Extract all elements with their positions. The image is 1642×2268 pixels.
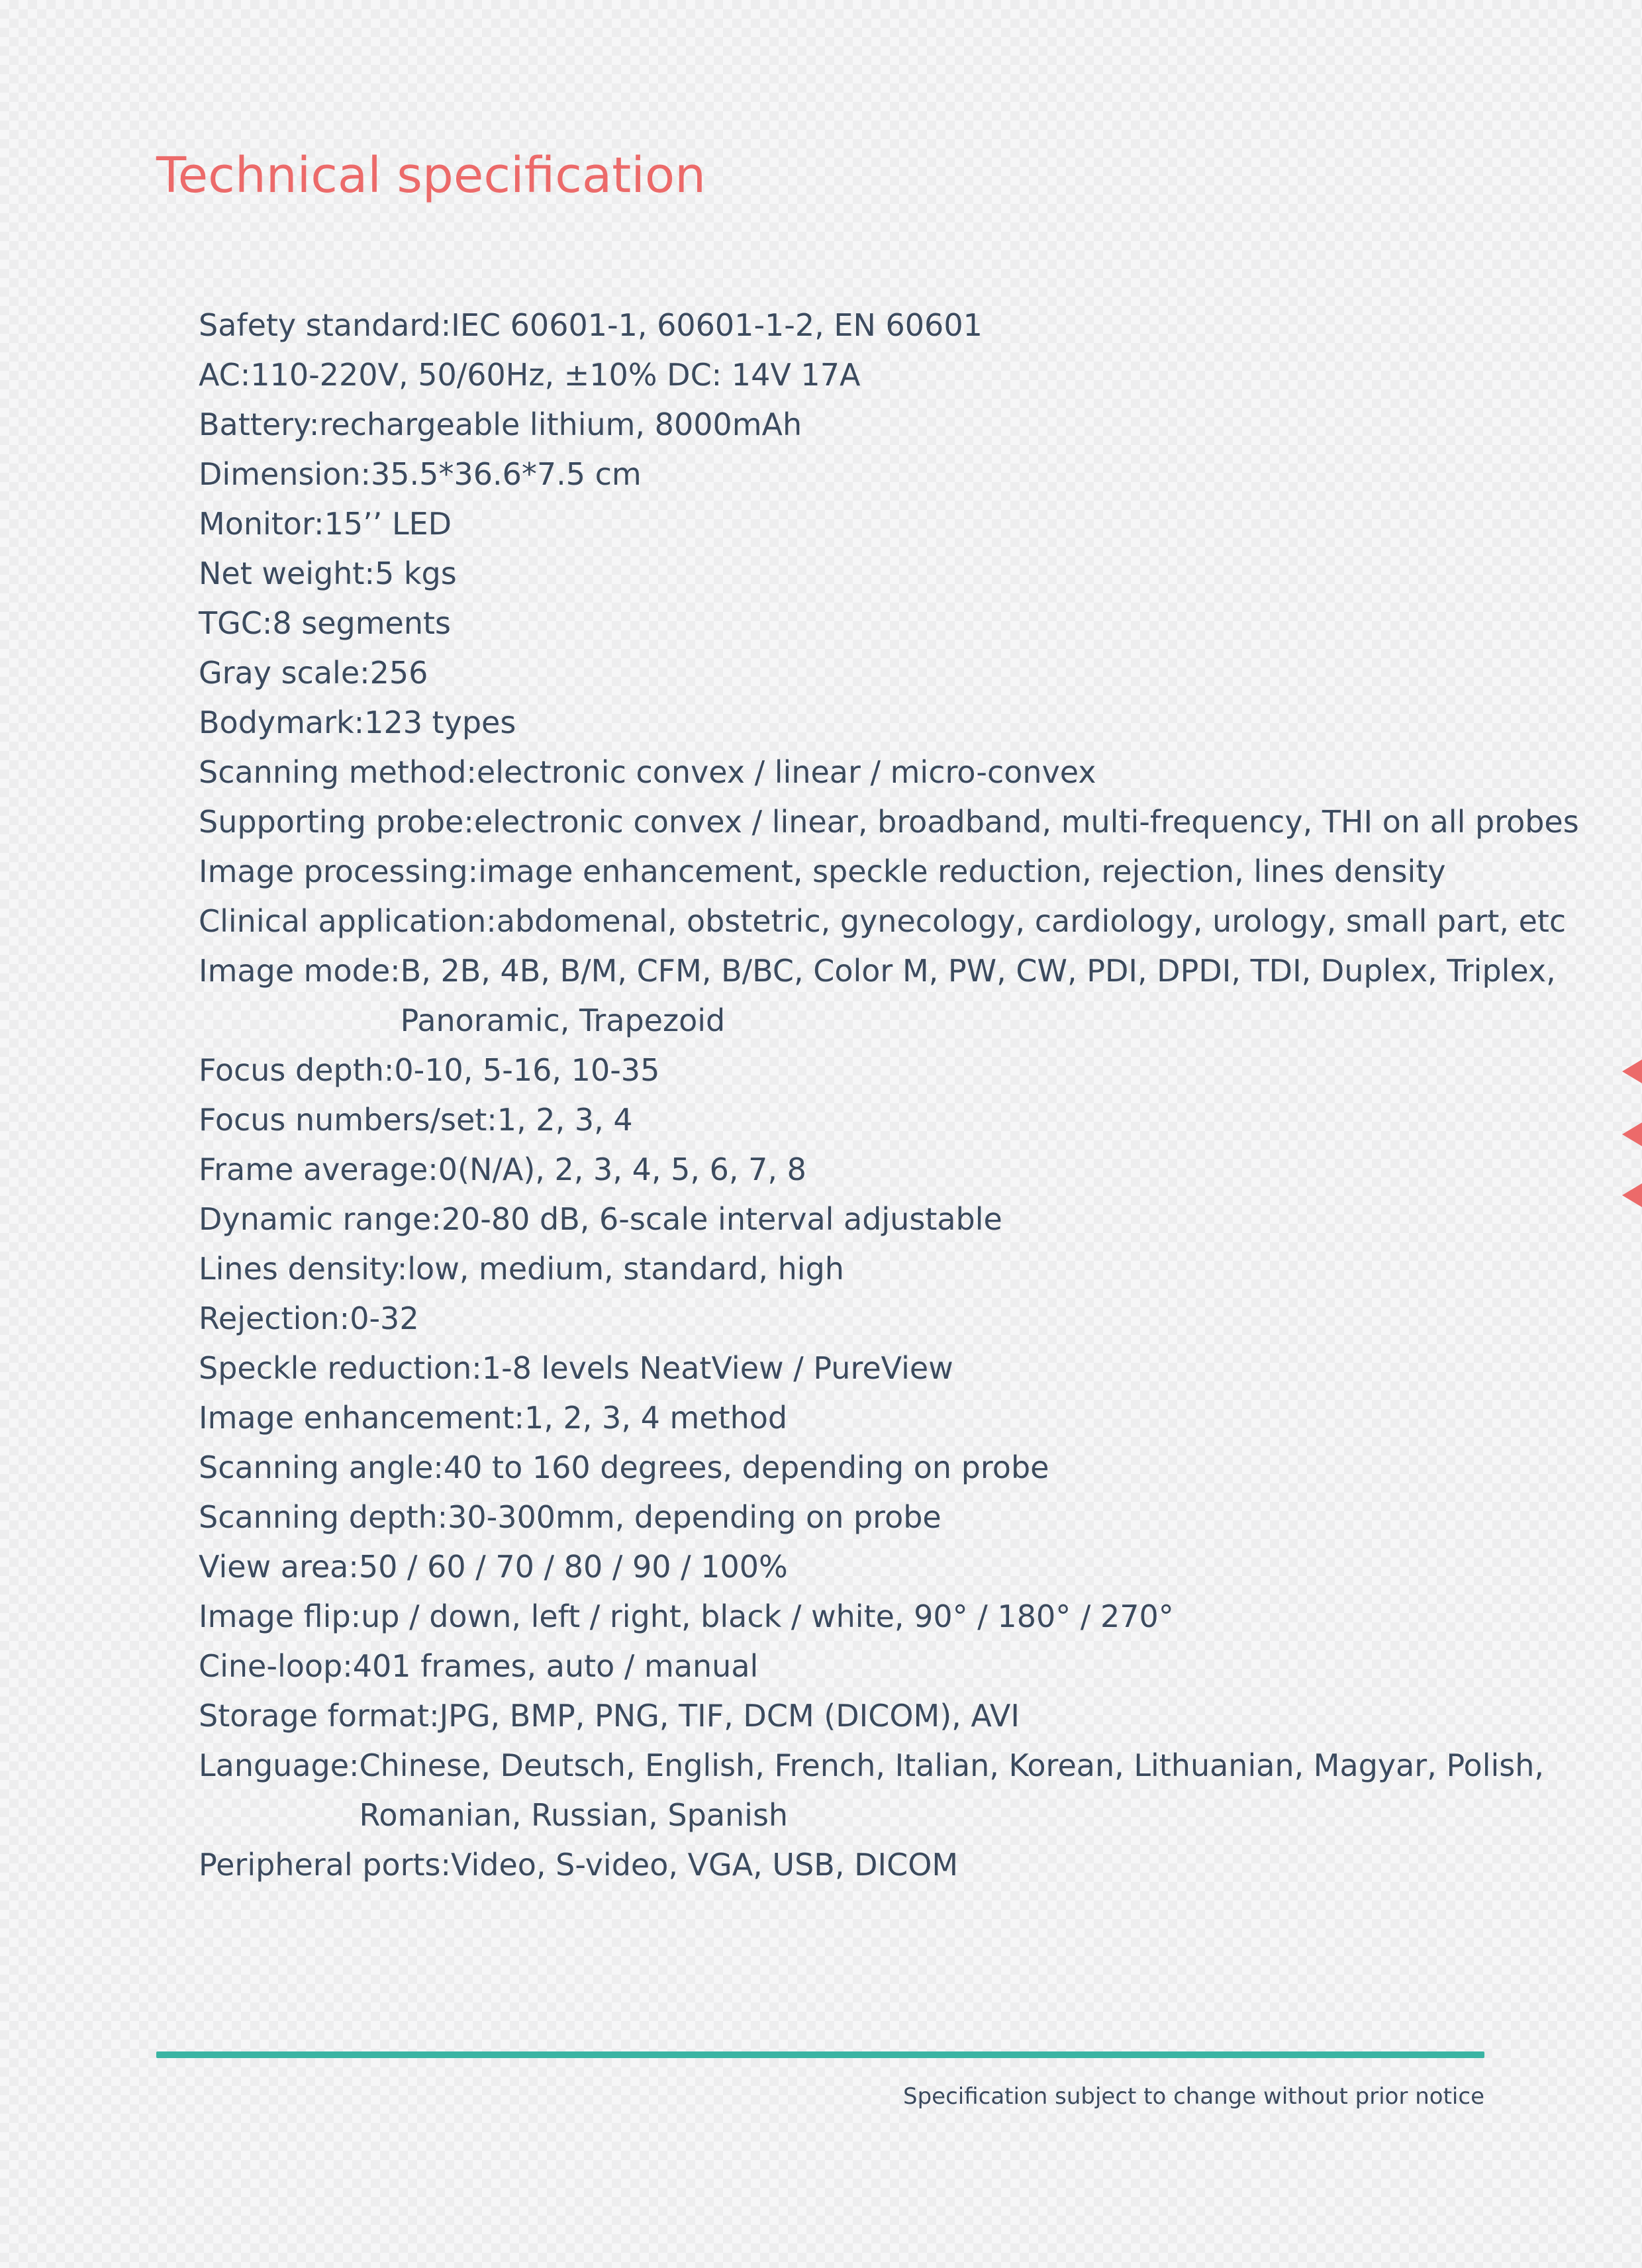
footer-divider xyxy=(156,2051,1484,2058)
spec-label: Scanning method: xyxy=(199,754,477,790)
triangle-marker-icon xyxy=(1622,1060,1642,1083)
spec-label: Image enhancement: xyxy=(199,1400,525,1436)
spec-value: 0-32 xyxy=(350,1301,419,1336)
spec-safety-standard xyxy=(199,301,1523,350)
spec-scanning-angle xyxy=(199,1443,1523,1493)
footer-note: Specification subject to change without prior notice xyxy=(903,2083,1484,2110)
spec-value: 0(N/A), 2, 3, 4, 5, 6, 7, 8 xyxy=(438,1152,806,1187)
spec-rejection xyxy=(199,1294,1523,1344)
spec-label: Net weight: xyxy=(199,556,375,591)
spec-battery xyxy=(199,400,1523,450)
spec-label: Peripheral ports: xyxy=(199,1847,452,1883)
spec-value: Chinese, Deutsch, English, French, Italian, Korean, Lithuanian, Magyar, Polish, xyxy=(359,1748,1545,1783)
spec-label: Dynamic range: xyxy=(199,1201,442,1237)
spec-label: Cine-loop: xyxy=(199,1648,353,1684)
spec-value: electronic convex / linear / micro-convex xyxy=(476,754,1096,790)
page-edge-markers xyxy=(1616,0,1642,2268)
spec-label: Scanning angle: xyxy=(199,1450,444,1485)
spec-image-mode xyxy=(199,946,1556,1046)
spec-label: Dimension: xyxy=(199,456,371,492)
spec-language xyxy=(199,1741,1545,1840)
spec-label: Lines density: xyxy=(199,1251,408,1287)
spec-image-enhancement xyxy=(199,1393,1523,1443)
spec-value: 50 / 60 / 70 / 80 / 90 / 100% xyxy=(358,1549,788,1585)
spec-tgc xyxy=(199,599,1523,648)
spec-label: Rejection: xyxy=(199,1301,350,1336)
spec-label: Monitor: xyxy=(199,506,324,542)
spec-label: Bodymark: xyxy=(199,705,365,740)
spec-lines-density xyxy=(199,1244,1523,1294)
spec-value: IEC 60601-1, 60601-1-2, EN 60601 xyxy=(451,307,983,343)
spec-value: 1, 2, 3, 4 xyxy=(497,1102,633,1138)
spec-focus-depth xyxy=(199,1046,1523,1095)
spec-clinical-application xyxy=(199,897,1567,946)
spec-value: abdomenal, obstetric, gynecology, cardiology, urology, small part, etc xyxy=(496,903,1567,939)
spec-supporting-probe xyxy=(199,797,1579,847)
spec-label: Image flip: xyxy=(199,1599,362,1634)
spec-monitor xyxy=(199,499,1523,549)
spec-value: 401 frames, auto / manual xyxy=(352,1648,759,1684)
page-title: Technical specification xyxy=(156,147,706,204)
spec-label: Safety standard: xyxy=(199,307,452,343)
spec-value-continued: Romanian, Russian, Spanish xyxy=(359,1797,789,1833)
spec-value: up / down, left / right, black / white, 90° / 180° / 270° xyxy=(361,1599,1174,1634)
spec-value: 256 xyxy=(369,655,428,691)
spec-peripheral-ports xyxy=(199,1840,1523,1890)
spec-value: Video, S-video, VGA, USB, DICOM xyxy=(451,1847,959,1883)
spec-label: Speckle reduction: xyxy=(199,1350,482,1386)
spec-value: 8 segments xyxy=(272,605,451,641)
spec-value: 123 types xyxy=(364,705,516,740)
triangle-marker-icon xyxy=(1622,1122,1642,1146)
spec-label: Focus numbers/set: xyxy=(199,1102,497,1138)
spec-value: 30-300mm, depending on probe xyxy=(448,1499,942,1535)
spec-value: 0-10, 5-16, 10-35 xyxy=(394,1052,660,1088)
spec-value: 110-220V, 50/60Hz, ±10% DC: 14V 17A xyxy=(250,357,861,393)
spec-scanning-depth xyxy=(199,1493,1523,1542)
spec-value: low, medium, standard, high xyxy=(407,1251,844,1287)
spec-value-continued: Panoramic, Trapezoid xyxy=(400,1003,726,1038)
spec-value: 40 to 160 degrees, depending on probe xyxy=(443,1450,1049,1485)
spec-frame-average xyxy=(199,1145,1523,1195)
spec-value: 1-8 levels NeatView / PureView xyxy=(481,1350,953,1386)
spec-label: TGC: xyxy=(199,605,273,641)
spec-label: Storage format: xyxy=(199,1698,440,1734)
spec-value: JPG, BMP, PNG, TIF, DCM (DICOM), AVI xyxy=(439,1698,1020,1734)
spec-label: Language: xyxy=(199,1748,360,1783)
spec-label: Image mode: xyxy=(199,953,401,989)
spec-value: image enhancement, speckle reduction, rejection, lines density xyxy=(478,854,1446,889)
spec-focus-numbers xyxy=(199,1095,1523,1145)
spec-power xyxy=(199,350,1523,400)
spec-value: electronic convex / linear, broadband, multi-frequency, THI on all probes xyxy=(473,804,1579,840)
spec-value: 5 kgs xyxy=(374,556,457,591)
spec-dynamic-range xyxy=(199,1195,1523,1244)
spec-label: Focus depth: xyxy=(199,1052,395,1088)
spec-label: Supporting probe: xyxy=(199,804,474,840)
spec-value: 1, 2, 3, 4 method xyxy=(524,1400,788,1436)
spec-list xyxy=(199,301,1579,1890)
triangle-marker-icon xyxy=(1622,1183,1642,1207)
spec-label: View area: xyxy=(199,1549,359,1585)
spec-value: 20-80 dB, 6-scale interval adjustable xyxy=(441,1201,1002,1237)
spec-bodymark xyxy=(199,698,1523,748)
spec-image-flip xyxy=(199,1592,1523,1642)
spec-label: Scanning depth: xyxy=(199,1499,448,1535)
spec-scanning-method xyxy=(199,748,1523,797)
spec-value: 35.5*36.6*7.5 cm xyxy=(371,456,642,492)
spec-value: B, 2B, 4B, B/M, CFM, B/BC, Color M, PW, CW, PDI, DPDI, TDI, Duplex, Triplex, xyxy=(400,953,1556,989)
spec-label: Battery: xyxy=(199,407,320,442)
spec-label: Frame average: xyxy=(199,1152,438,1187)
spec-value: rechargeable lithium, 8000mAh xyxy=(319,407,802,442)
spec-label: Clinical application: xyxy=(199,903,497,939)
spec-gray-scale xyxy=(199,648,1523,698)
spec-value: 15’’ LED xyxy=(324,506,452,542)
spec-storage-format xyxy=(199,1691,1523,1741)
spec-cine-loop xyxy=(199,1642,1523,1691)
spec-view-area xyxy=(199,1542,1523,1592)
spec-label: Image processing: xyxy=(199,854,479,889)
spec-net-weight xyxy=(199,549,1523,599)
spec-label: AC: xyxy=(199,357,251,393)
spec-label: Gray scale: xyxy=(199,655,370,691)
spec-image-processing xyxy=(199,847,1523,897)
spec-speckle-reduction xyxy=(199,1344,1523,1393)
spec-dimension xyxy=(199,450,1523,499)
